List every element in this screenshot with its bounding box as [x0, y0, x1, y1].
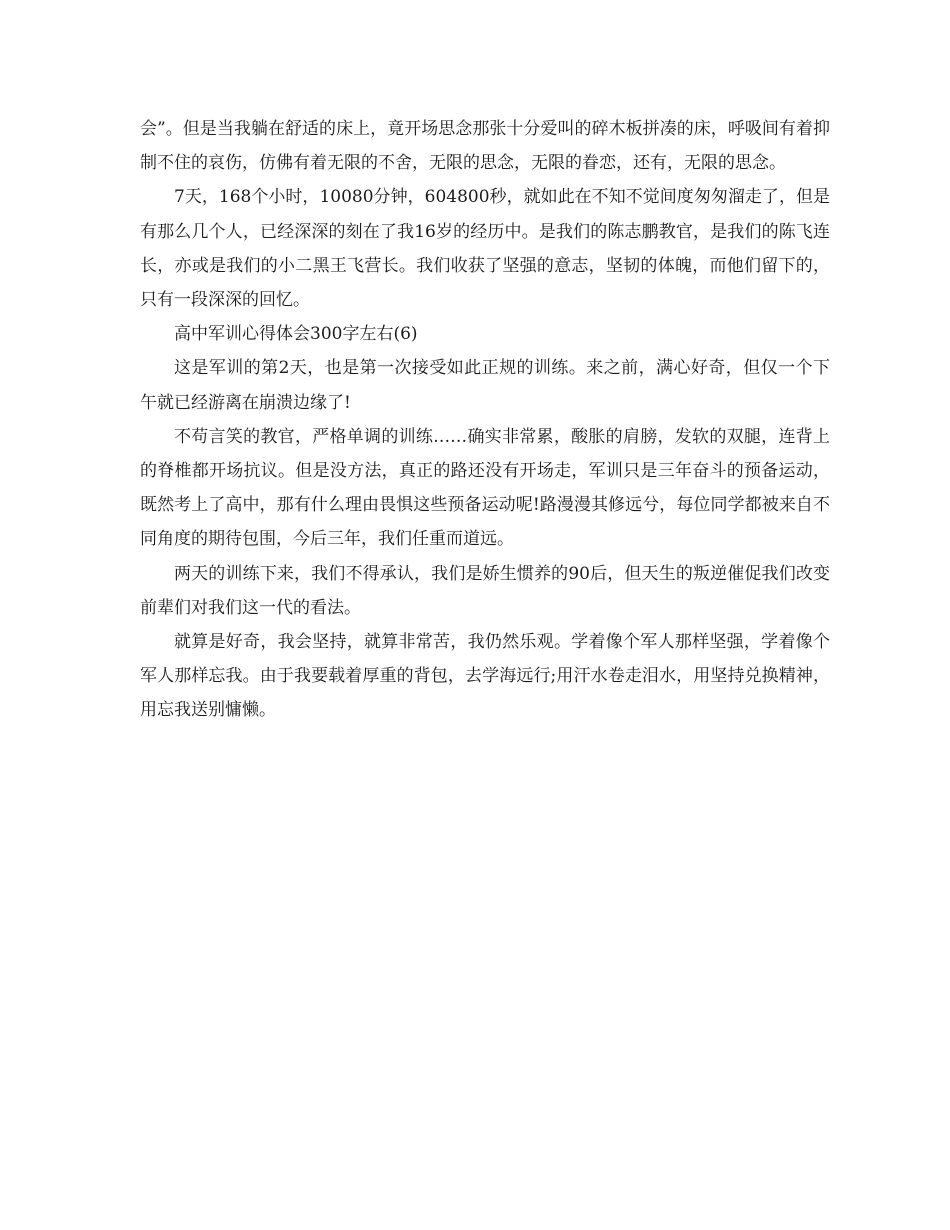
paragraph-persist: 就算是好奇，我会坚持，就算非常苦，我仍然乐观。学着像个军人那样坚强，学着像个军人那样忘我。由于我要载着厚重的背包，去学海远行;用汗水卷走泪水，用坚持兑换精神，用忘我送别慵懒。	[140, 632, 830, 721]
paragraph-training: 不苟言笑的教官，严格单调的训练……确实非常累，酸胀的肩膀，发软的双腿，连背上的脊椎都开场抗议。但是没方法，真正的路还没有开场走，军训只是三年奋斗的预备运动，既然考上了高中，那有什么理由畏惧这些预备运动呢!路漫漫其修远兮，每位同学都被来自不同角度的期待包围，今后三年，我们任重而道远。	[140, 426, 830, 550]
paragraph-second-day: 这是军训的第2天，也是第一次接受如此正规的训练。来之前，满心好奇，但仅一个下午就已经游离在崩溃边缘了!	[140, 358, 830, 413]
paragraph-two-days: 两天的训练下来，我们不得承认，我们是娇生惯养的90后，但天生的叛逆催促我们改变前辈们对我们这一代的看法。	[140, 563, 830, 618]
section-heading: 高中军训心得体会300字左右(6)	[174, 324, 418, 345]
paragraph-continuation: 会”。但是当我躺在舒适的床上，竟开场思念那张十分爱叫的碎木板拼凑的床，呼吸间有着抑制不住的哀伤，仿佛有着无限的不舍，无限的思念，无限的眷恋，还有，无限的思念。	[140, 119, 830, 174]
paragraph-seven-days: 7天，168个小时，10080分钟，604800秒，就如此在不知不觉间度匆匆溜走了，但是有那么几个人，已经深深的刻在了我16岁的经历中。是我们的陈志鹏教官，是我们的陈飞连长，亦或是我们的小二黑王飞营长。我们收获了坚强的意志，坚韧的体魄，而他们留下的，只有一段深深的回忆。	[140, 187, 830, 311]
document-body	[140, 112, 830, 728]
